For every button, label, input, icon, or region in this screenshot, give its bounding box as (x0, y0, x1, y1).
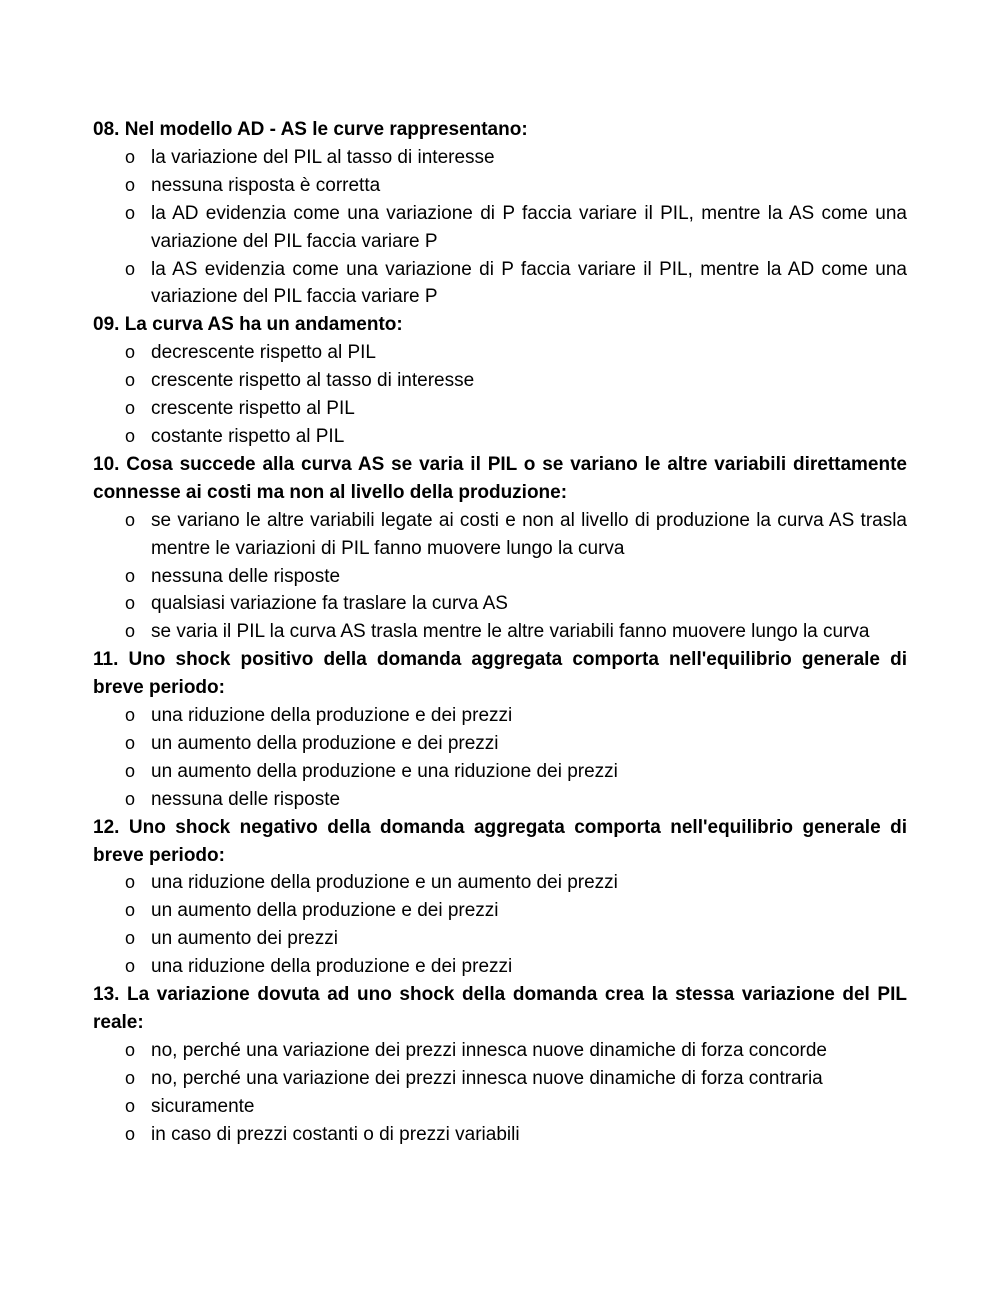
answer-text: no, perché una variazione dei prezzi innesca nuove dinamiche di forza contraria (151, 1067, 823, 1089)
answer-option (93, 953, 907, 981)
question-text: 08. Nel modello AD - AS le curve rappresentano: (93, 119, 528, 140)
answer-option (93, 758, 907, 786)
bullet-glyph: o (124, 146, 135, 167)
quiz-page (93, 116, 907, 1149)
bullet-glyph: o (124, 705, 135, 726)
answer-text: la AS evidenzia come una variazione di P faccia variare il PIL, mentre la AD come una variazione del PIL faccia variare P (151, 258, 907, 308)
question-text: 12. Uno shock negativo della domanda aggregata comporta nell'equilibrio generale di breve periodo: (93, 816, 907, 866)
answer-options (93, 507, 907, 647)
bullet-glyph: o (124, 1095, 135, 1116)
answer-option-correct (93, 507, 907, 563)
answer-option (93, 1121, 907, 1149)
answer-option (93, 172, 907, 200)
question-text: 11. Uno shock positivo della domanda aggregata comporta nell'equilibrio generale di breve periodo: (93, 649, 907, 699)
answer-text: in caso di prezzi costanti o di prezzi variabili (151, 1123, 520, 1145)
bullet-glyph: o (124, 425, 135, 446)
bullet-glyph: o (124, 788, 135, 809)
answer-text: crescente rispetto al tasso di interesse (151, 370, 475, 392)
answer-text: un aumento dei prezzi (151, 928, 338, 950)
answer-option (93, 786, 907, 814)
bullet-icon (121, 339, 139, 367)
bullet-icon (121, 786, 139, 814)
answer-option (93, 618, 907, 646)
answer-text: la variazione del PIL al tasso di interesse (151, 146, 495, 168)
answer-text: un aumento della produzione e una riduzione dei prezzi (151, 760, 618, 782)
answer-option (93, 563, 907, 591)
answer-option-correct (93, 200, 907, 256)
question-text: 10. Cosa succede alla curva AS se varia il PIL o se variano le altre variabili direttamente connesse ai costi ma non al livello della produzione: (93, 453, 907, 503)
question-block (93, 814, 907, 981)
bullet-glyph: o (124, 900, 135, 921)
answer-option (93, 367, 907, 395)
answer-options (93, 144, 907, 311)
bullet-glyph: o (124, 593, 135, 614)
bullet-glyph: o (124, 872, 135, 893)
question-block (93, 311, 907, 451)
highlighted-bullet-icon (121, 897, 139, 925)
answer-text: una riduzione della produzione e un aumento dei prezzi (151, 872, 618, 894)
question-block (93, 451, 907, 646)
answer-option-correct (93, 1037, 907, 1065)
answer-text: no, perché una variazione dei prezzi innesca nuove dinamiche di forza concorde (151, 1039, 827, 1061)
bullet-glyph: o (124, 956, 135, 977)
bullet-icon (121, 590, 139, 618)
question-block (93, 116, 907, 311)
answer-option (93, 590, 907, 618)
bullet-glyph: o (124, 174, 135, 195)
answer-option (93, 423, 907, 451)
answer-options (93, 702, 907, 814)
bullet-glyph: o (124, 760, 135, 781)
answer-text: nessuna delle risposte (151, 565, 341, 587)
answer-option (93, 869, 907, 897)
answer-text: se varia il PIL la curva AS trasla mentre le altre variabili fanno muovere lungo la curva (151, 621, 870, 643)
bullet-icon (121, 925, 139, 953)
bullet-glyph: o (124, 732, 135, 753)
answer-text: un aumento della produzione e dei prezzi (151, 732, 499, 754)
answer-options (93, 339, 907, 451)
bullet-glyph: o (124, 398, 135, 419)
answer-option (93, 339, 907, 367)
answer-options (93, 869, 907, 981)
bullet-icon (121, 702, 139, 730)
question-text: 09. La curva AS ha un andamento: (93, 314, 403, 336)
question-block (93, 981, 907, 1148)
answer-option (93, 1093, 907, 1121)
answer-option (93, 1065, 907, 1093)
answer-text: nessuna risposta è corretta (151, 174, 381, 196)
answer-option (93, 144, 907, 172)
answer-text: una riduzione della produzione e dei prezzi (151, 956, 513, 978)
bullet-icon (121, 563, 139, 591)
answer-text: se variano le altre variabili legate ai costi e non al livello di produzione la curva AS trasla mentre le variazioni di PIL fanno muovere lungo la curva (151, 509, 907, 559)
bullet-glyph: o (124, 1067, 135, 1088)
bullet-icon (121, 953, 139, 981)
answer-text: la AD evidenzia come una variazione di P faccia variare il PIL, mentre la AS come una variazione del PIL faccia variare P (151, 202, 907, 252)
answer-text: decrescente rispetto al PIL (151, 342, 376, 364)
answer-text: una riduzione della produzione e dei prezzi (151, 705, 513, 727)
bullet-glyph: o (124, 258, 135, 279)
answer-option (93, 702, 907, 730)
bullet-icon (121, 1065, 139, 1093)
highlighted-bullet-icon (121, 507, 139, 535)
bullet-icon (121, 144, 139, 172)
answer-option (93, 256, 907, 312)
answer-option-correct (93, 730, 907, 758)
bullet-icon (121, 869, 139, 897)
bullet-icon (121, 367, 139, 395)
bullet-glyph: o (124, 370, 135, 391)
answer-text: costante rispetto al PIL (151, 425, 345, 447)
question-text: 13. La variazione dovuta ad uno shock della domanda crea la stessa variazione del PIL reale: (93, 984, 907, 1033)
bullet-glyph: o (124, 1039, 135, 1060)
bullet-icon (121, 256, 139, 284)
bullet-glyph: o (124, 342, 135, 363)
bullet-icon (121, 1093, 139, 1121)
bullet-icon (121, 1121, 139, 1149)
answer-text: un aumento della produzione e dei prezzi (151, 900, 499, 922)
highlighted-bullet-icon (121, 730, 139, 758)
highlighted-bullet-icon (121, 395, 139, 423)
bullet-glyph: o (124, 1123, 135, 1144)
bullet-glyph: o (124, 509, 135, 530)
bullet-icon (121, 618, 139, 646)
answer-options (93, 1037, 907, 1149)
answer-option-correct (93, 395, 907, 423)
answer-text: crescente rispetto al PIL (151, 398, 355, 420)
highlighted-bullet-icon (121, 200, 139, 228)
bullet-icon (121, 758, 139, 786)
bullet-glyph: o (124, 565, 135, 586)
answer-text: nessuna delle risposte (151, 788, 341, 810)
question-block (93, 646, 907, 813)
highlighted-bullet-icon (121, 1037, 139, 1065)
answer-text: sicuramente (151, 1095, 255, 1117)
bullet-glyph: o (124, 621, 135, 642)
bullet-icon (121, 423, 139, 451)
answer-option (93, 925, 907, 953)
bullet-icon (121, 172, 139, 200)
answer-text: qualsiasi variazione fa traslare la curva AS (151, 593, 508, 615)
bullet-glyph: o (124, 202, 135, 223)
answer-option-correct (93, 897, 907, 925)
bullet-glyph: o (124, 928, 135, 949)
